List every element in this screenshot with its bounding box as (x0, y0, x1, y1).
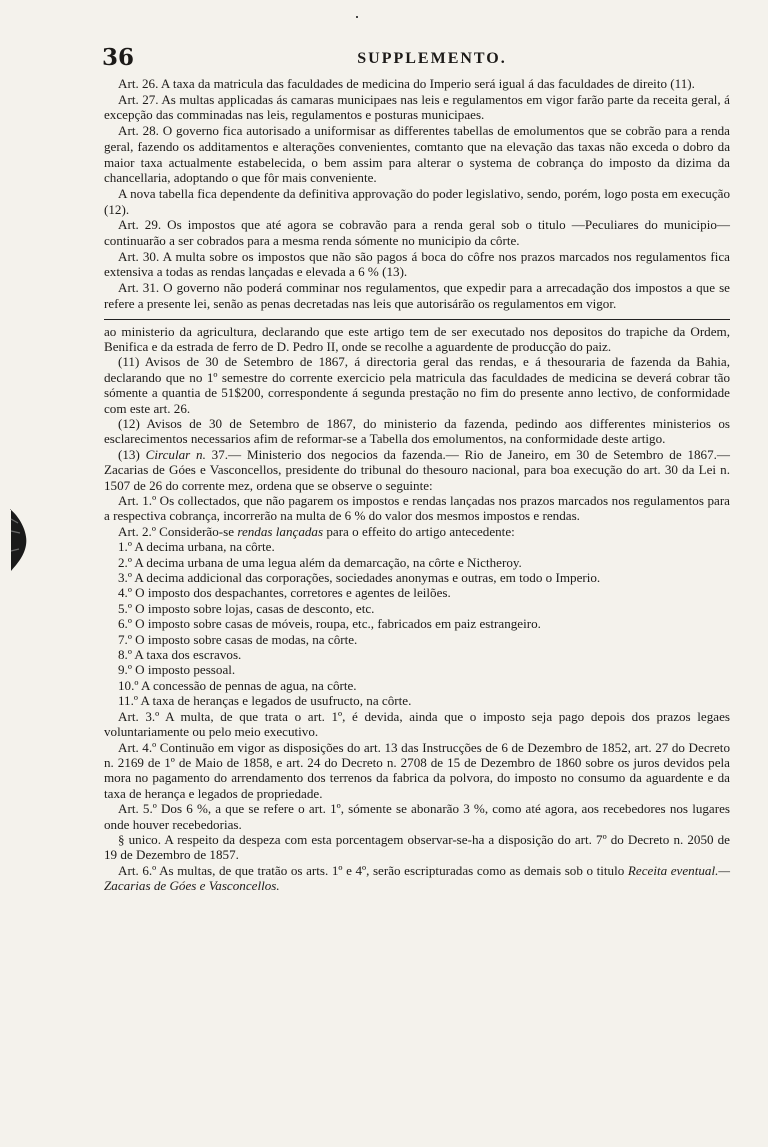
list-item: 4.º O imposto dos despachantes, corretores e agentes de leilões. (118, 585, 451, 601)
page-number: 36 (102, 44, 135, 71)
binding-clip-icon (8, 505, 30, 573)
footnote-divider (104, 319, 730, 320)
list-item: 11.º A taxa de heranças e legados de usufructo, na côrte. (118, 693, 412, 709)
note-13-body: 37.— Ministerio dos negocios da fazenda.— Rio de Janeiro, em 30 de Setembro de 1867.— Zacarias de Góes e Vasconcellos, presidente do tribunal do thesouro nacional, para boa execução do art. 30 da Lei n. 1507 de 26 do corrente mez, ordena que se observe o seguinte: (104, 446, 730, 493)
note-13-circular: Circular n. (145, 446, 206, 462)
note-11: (11) Avisos de 30 de Setembro de 1867, á directoria geral das rendas, e á thesouraria de fazenda da Bahia, declarando que no 1º semestre do corrente exercicio pela matricula das faculdades de medicina se deverá cobrar tão sómente a quantia de 51$200, correspondente á segunda prestação no fim do presente anno lectivo, de conformidade com este art. 26. (104, 354, 730, 416)
circular-paragraph-unico: § unico. A respeito da despeza com esta porcentagem observar-se-ha a disposição do art. 7º do Decreto n. 2050 de 19 de Dezembro de 1857. (104, 831, 730, 863)
list-item: 2.º A decima urbana de uma legua além da demarcação, na côrte e Nictheroy. (118, 554, 522, 570)
article-28: Art. 28. O governo fica autorisado a uniformisar as differentes tabellas de emolumentos que se cobrão para a renda geral, fazendo os additamentos e alterações convenientes, comtanto que na elevação das taxas não exceda o dobro da maior taxa actualmente estabelecida, o bem assim para alterar o systema de cobrança do imposto da dizima da chancellaria, adoptando o que fôr mais conveniente. (104, 123, 730, 186)
page-header (104, 44, 730, 74)
article-31: Art. 31. O governo não poderá comminar nos regulamentos, que expedir para a arrecadação dos impostos a que se refere a presente lei, senão as penas decretadas nas leis que autorisárão os regulamentos em vigor. (104, 280, 730, 311)
art-2-prefix: Art. 2.º Considerão-se (118, 523, 238, 539)
circular-art-2 (104, 524, 730, 539)
footnotes (104, 324, 730, 894)
art-2-suffix: para o effeito do artigo antecedente: (323, 523, 515, 539)
list-item: 5.º O imposto sobre lojas, casas de desconto, etc. (118, 600, 375, 616)
circular-art-6 (104, 863, 730, 894)
article-28-new-table: A nova tabella fica dependente da definitiva approvação do poder legislativo, sendo, porém, logo posta em execução (12). (104, 185, 730, 217)
article-26: Art. 26. A taxa da matricula das faculdades de medicina do Imperio será igual á das faculdades de direito (11). (118, 76, 695, 91)
circular-art-5: Art. 5.º Dos 6 %, a que se refere o art. 1º, sómente se abonarão 3 %, como até agora, aos recebedores nos lugares onde houver recebedorias. (104, 801, 730, 832)
list-item: 9.º O imposto pessoal. (118, 662, 236, 678)
art-6-prefix: Art. 6.º As multas, de que tratão os arts. 1º e 4º, serão escripturadas como as demais sob o titulo (118, 862, 628, 878)
art-6-emphasis: Receita eventual.— Zacarias de Góes e Vasconcellos. (104, 862, 731, 894)
art-2-emphasis: rendas lançadas (237, 523, 324, 539)
list-item: 10.º A concessão de pennas de agua, na côrte. (118, 677, 357, 693)
list-item: 1.º A decima urbana, na côrte. (118, 539, 275, 555)
note-13-prefix: (13) (118, 446, 146, 462)
list-item: 6.º O imposto sobre casas de móveis, roupa, etc., fabricados em paiz estrangeiro. (118, 616, 541, 632)
running-title: SUPPLEMENTO. (357, 50, 507, 67)
note-continuation: ao ministerio da agricultura, declarando que este artigo tem de ser executado nos depositos do trapiche da Ordem, Benifica e da estrada de ferro de D. Pedro II, onde se recolhe a aguardente de producção do paiz. (104, 323, 730, 354)
note-12: (12) Avisos de 30 de Setembro de 1867, do ministerio da fazenda, pedindo aos differentes ministerios os esclarecimentos necessarios afim de reformar-se a Tabella dos emolumentos, na conformidade deste artigo. (104, 415, 730, 447)
list-item: 8.º A taxa dos escravos. (118, 647, 242, 663)
note-13 (104, 447, 730, 493)
article-30: Art. 30. A multa sobre os impostos que não são pagos á boca do côfre nos prazos marcados nos regulamentos fica extensiva a todas as rendas lançadas e elevada a 6 % (13). (104, 248, 730, 280)
circular-art-3: Art. 3.º A multa, de que trata o art. 1º, é devida, ainda que o imposto seja pago depois dos prazos legaes voluntariamente ou pelo meio executivo. (104, 708, 730, 740)
circular-art-1: Art. 1.º Os collectados, que não pagarem os impostos e rendas lançadas nos prazos marcados nos regulamentos para a respectiva cobrança, incorrerão na multa de 6 % do valor dos mesmos impostos e rendas. (104, 493, 730, 524)
article-29: Art. 29. Os impostos que até agora se cobravão para a renda geral sob o titulo —Peculiares do municipio— continuarão a ser cobrados para a mesma renda sómente no municipio da côrte. (104, 217, 730, 249)
article-27: Art. 27. As multas applicadas ás camaras municipaes nas leis e regulamentos em vigor farão parte da receita geral, á excepção das comminadas nas leis, regulamentos e posturas municipaes. (104, 91, 730, 123)
law-articles (104, 76, 730, 312)
document-page (104, 44, 730, 894)
list-item: 7.º O imposto sobre casas de modas, na côrte. (118, 631, 358, 647)
list-item: 3.º A decima addicional das corporações, sociedades anonymas e outras, em todo o Imperio. (118, 570, 601, 586)
circular-art-4: Art. 4.º Continuão em vigor as disposições do art. 13 das Instrucções de 6 de Dezembro de 1852, art. 27 do Decreto n. 2169 de 1º de Maio de 1858, e art. 24 do Decreto n. 2708 de 15 de Dezembro de 1860 sobre os juros devidos pela mora no pagamento do arrendamento dos terrenos da fabrica da polvora, do imposto no consumo da aguardente e da taxa de herança e legados de propriedade. (104, 739, 730, 801)
print-speck (356, 16, 358, 18)
